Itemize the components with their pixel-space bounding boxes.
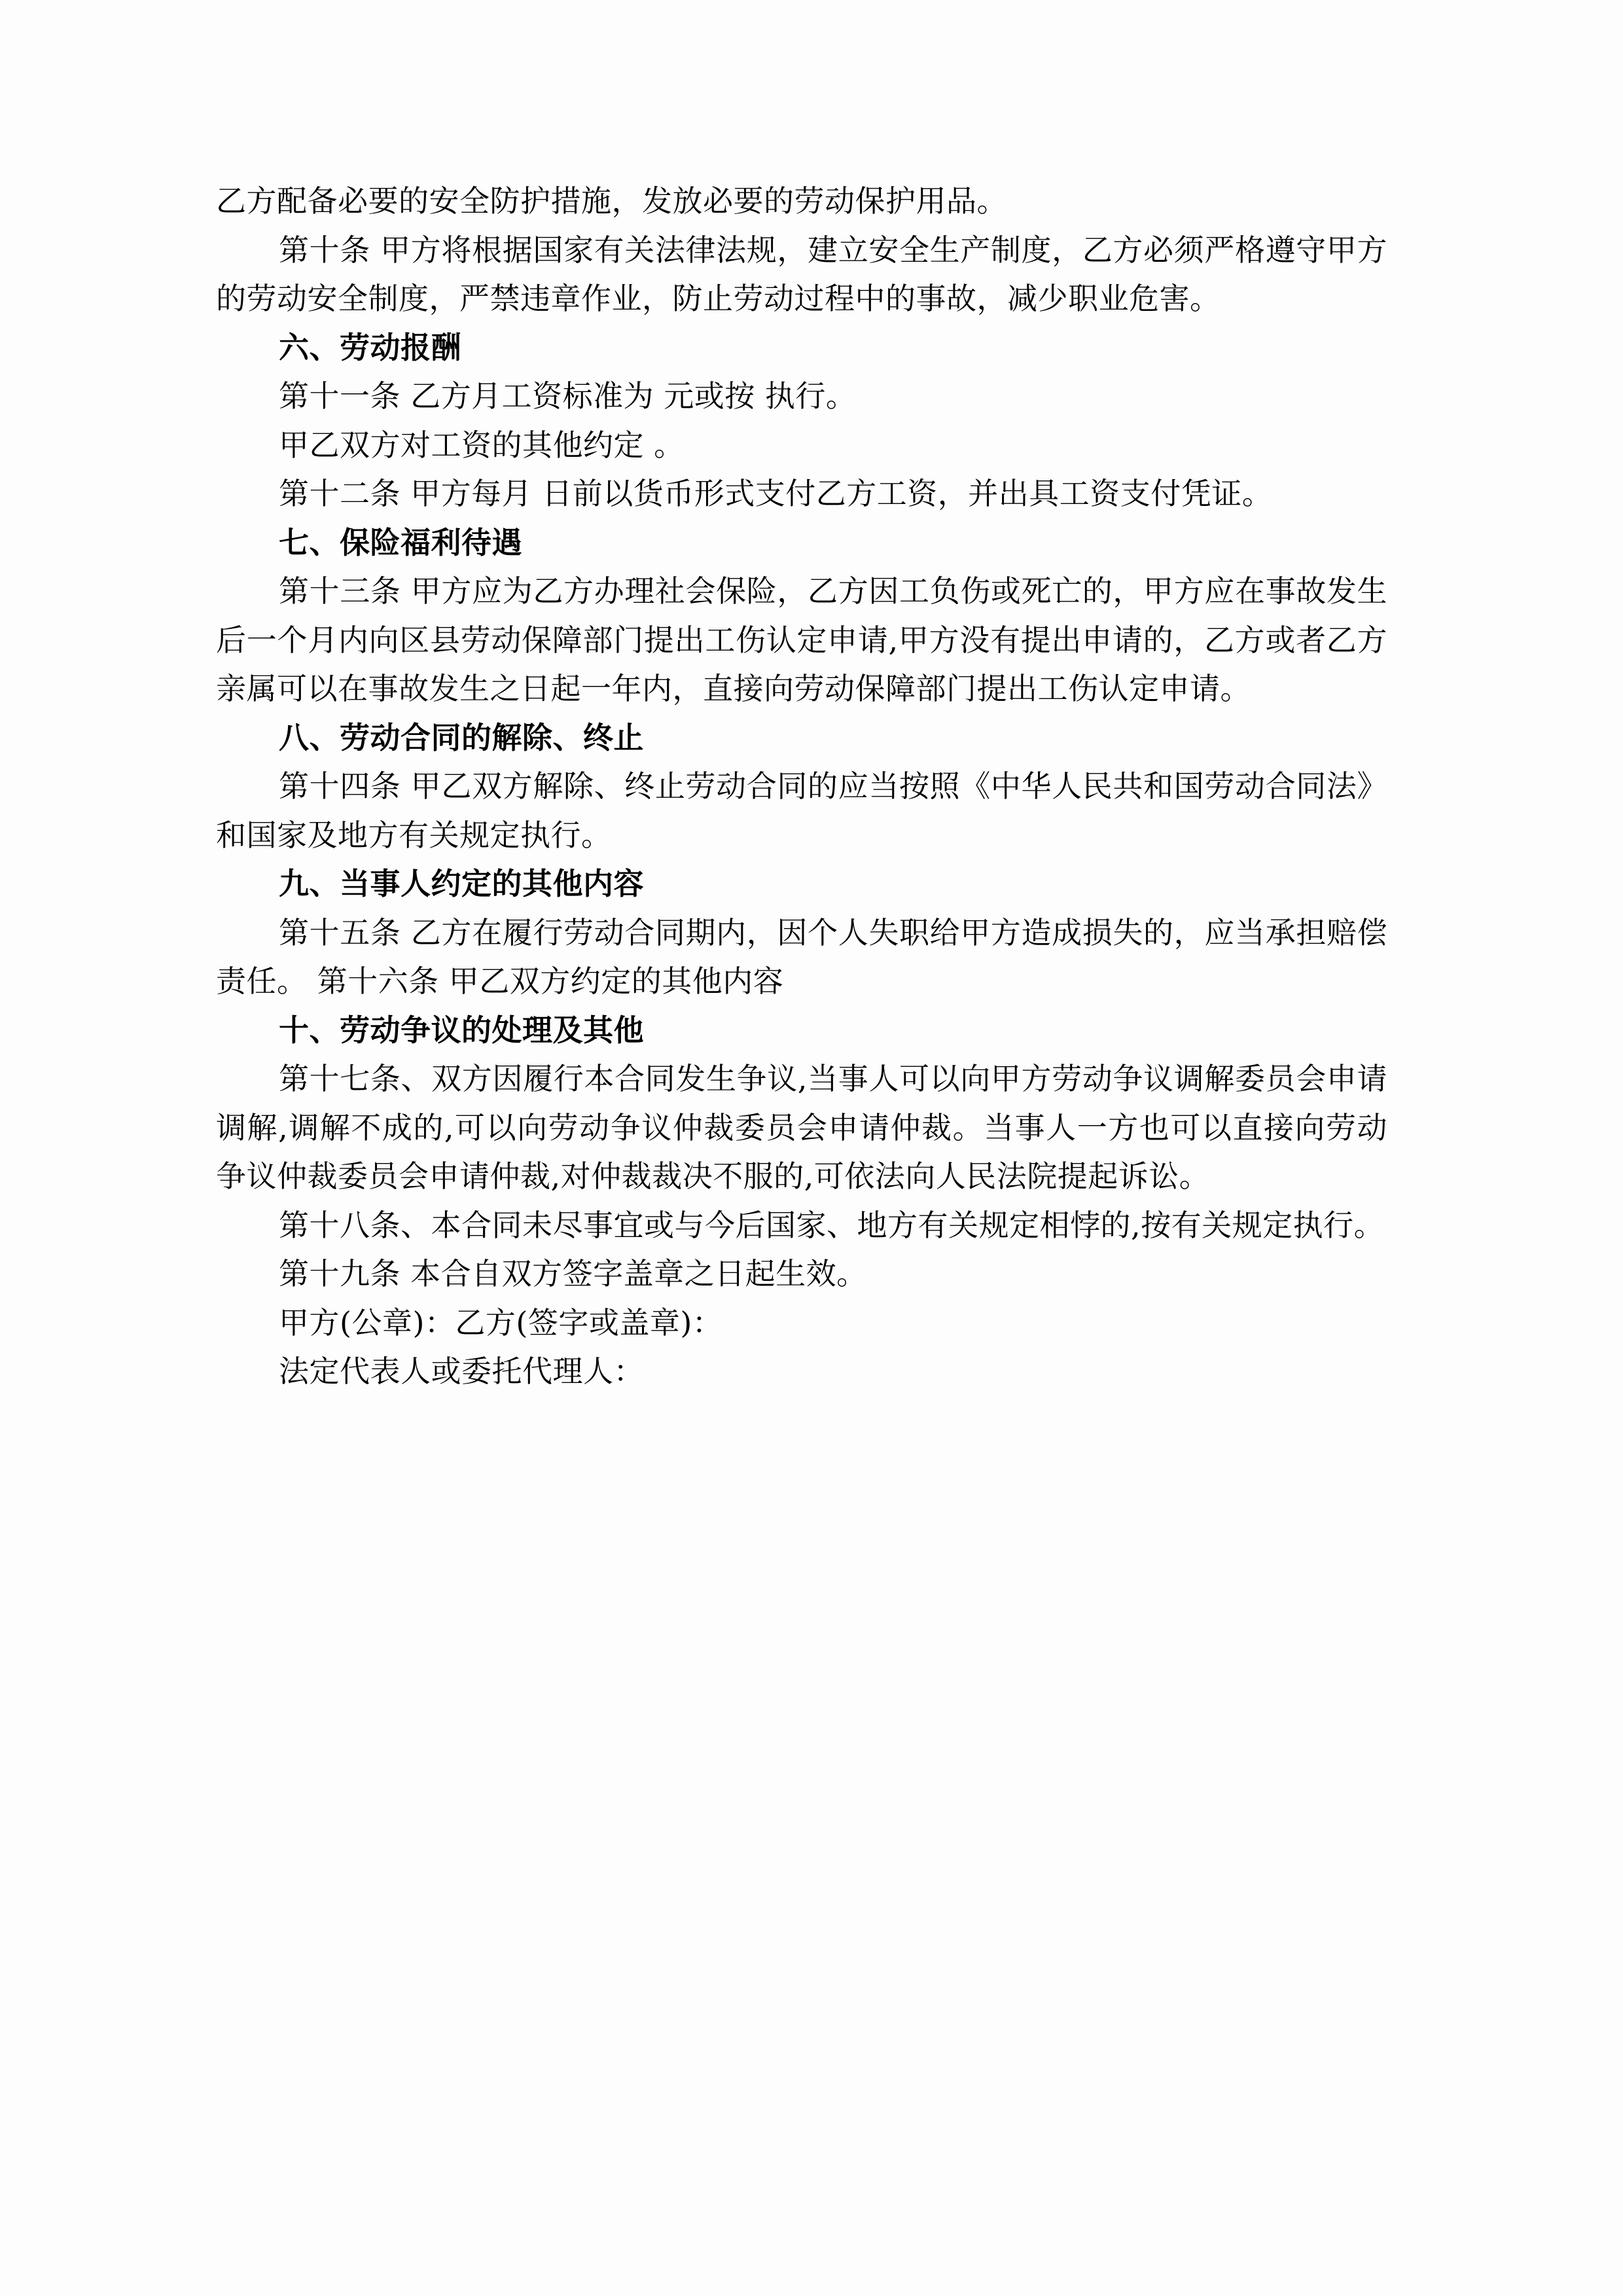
signature-line-parties: 甲方(公章)：乙方(签字或盖章)： <box>279 1304 723 1340</box>
section-heading-7-insurance-benefits: 七、保险福利待遇 <box>279 524 522 560</box>
section-heading-10-dispute-resolution: 十、劳动争议的处理及其他 <box>279 1012 644 1048</box>
paragraph-article-11: 第十一条 乙方月工资标准为 元或按 执行。 <box>279 378 857 414</box>
paragraph-article-12: 第十二条 甲方每月 日前以货币形式支付乙方工资，并出具工资支付凭证。 <box>279 476 1273 512</box>
paragraph-article-13: 第十三条 甲方应为乙方办理社会保险，乙方因工负伤或死亡的，甲方应在事故发生后一个月内向区县劳动保障部门提出工伤认定申请,甲方没有提出申请的，乙方或者乙方亲属可以在事故发生之日起一年内，直接向劳动保障部门提出工伤认定申请。 <box>216 573 1387 707</box>
section-heading-6-labor-remuneration: 六、劳动报酬 <box>279 329 461 365</box>
paragraph-wage-other-agreement: 甲乙双方对工资的其他约定 。 <box>279 427 685 463</box>
paragraph-safety-equipment: 乙方配备必要的安全防护措施，发放必要的劳动保护用品。 <box>216 183 1007 219</box>
paragraph-article-15-16: 第十五条 乙方在履行劳动合同期内，因个人失职给甲方造成损失的，应当承担赔偿责任。 第十六条 甲乙双方约定的其他内容 <box>216 914 1387 999</box>
section-heading-8-termination: 八、劳动合同的解除、终止 <box>279 719 644 755</box>
paragraph-article-14: 第十四条 甲乙双方解除、终止劳动合同的应当按照《中华人民共和国劳动合同法》和国家及地方有关规定执行。 <box>216 768 1387 853</box>
paragraph-article-17: 第十七条、双方因履行本合同发生争议,当事人可以向甲方劳动争议调解委员会申请调解,调解不成的,可以向劳动争议仲裁委员会申请仲裁。当事人一方也可以直接向劳动争议仲裁委员会申请仲裁,对仲裁裁决不服的,可依法向人民法院提起诉讼。 <box>216 1061 1387 1194</box>
paragraph-article-10: 第十条 甲方将根据国家有关法律法规，建立安全生产制度，乙方必须严格遵守甲方的劳动安全制度，严禁违章作业，防止劳动过程中的事故，减少职业危害。 <box>216 232 1387 317</box>
paragraph-article-19: 第十九条 本合自双方签字盖章之日起生效。 <box>279 1256 867 1292</box>
document-body <box>216 177 1387 1396</box>
section-heading-9-other-agreed-content: 九、当事人约定的其他内容 <box>279 866 644 902</box>
signature-line-legal-representative: 法定代表人或委托代理人： <box>279 1354 644 1390</box>
paragraph-article-18: 第十八条、本合同未尽事宜或与今后国家、地方有关规定相悖的,按有关规定执行。 <box>279 1207 1385 1243</box>
